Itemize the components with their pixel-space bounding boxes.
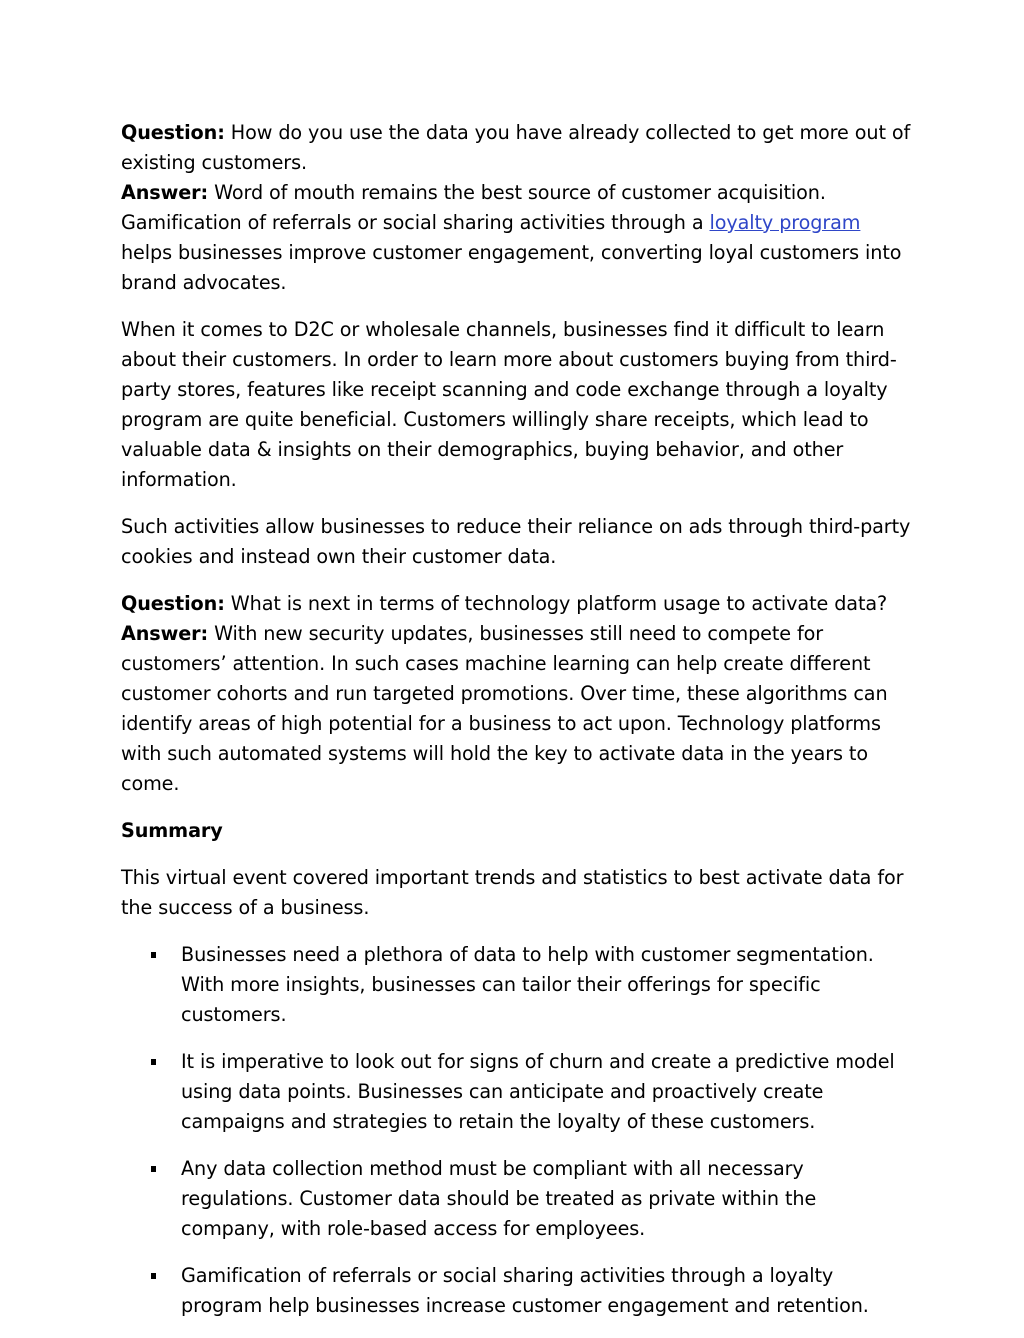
- question-text: What is next in terms of technology platform usage to activate data?: [224, 592, 888, 615]
- question-label: Question:: [121, 592, 225, 615]
- question-text: How do you use the data you have already collected to get more out of existing customers.: [121, 121, 911, 174]
- qa-block-1: [121, 118, 911, 298]
- list-item-text: Gamification of referrals or social sharing activities through a loyalty program help businesses increase customer engagement and retention.: [181, 1264, 869, 1317]
- summary-bullet-list: [121, 940, 911, 1321]
- answer-text-part-1: Word of mouth remains the best source of customer acquisition. Gamification of referrals or social sharing activities through a: [121, 181, 826, 234]
- list-item-text: Businesses need a plethora of data to help with customer segmentation. With more insights, businesses can tailor their offerings for specific customers.: [181, 943, 874, 1026]
- paragraph-cookies: Such activities allow businesses to reduce their reliance on ads through third-party cookies and instead own their customer data.: [121, 515, 911, 568]
- list-item: [121, 940, 911, 1030]
- answer-label: Answer:: [121, 181, 209, 204]
- square-bullet-icon: [151, 952, 156, 958]
- question-1: [121, 118, 911, 178]
- answer-label: Answer:: [121, 622, 209, 645]
- answer-text-part-2: helps businesses improve customer engagement, converting loyal customers into brand advocates.: [121, 241, 902, 294]
- list-item: [121, 1261, 911, 1321]
- answer-1: [121, 178, 911, 298]
- paragraph-d2c: When it comes to D2C or wholesale channels, businesses find it difficult to learn about their customers. In order to learn more about customers buying from third-party stores, features like receipt scanning and code exchange through a loyalty program are quite beneficial. Customers willingly share receipts, which lead to valuable data & insights on their demographics, buying behavior, and other information.: [121, 318, 897, 491]
- square-bullet-icon: [151, 1166, 156, 1172]
- loyalty-program-link[interactable]: loyalty program: [709, 211, 861, 234]
- answer-text: With new security updates, businesses still need to compete for customers’ attention. In such cases machine learning can help create different customer cohorts and run targeted promotions. Over time, these algorithms can identify areas of high potential for a business to act upon. Technology platforms with such automated systems will hold the key to activate data in the years to come.: [121, 622, 888, 795]
- list-item-text: Any data collection method must be compliant with all necessary regulations. Customer data should be treated as private within the company, with role-based access for employees.: [181, 1157, 817, 1240]
- question-label: Question:: [121, 121, 225, 144]
- question-2: [121, 589, 911, 619]
- document-page: [121, 118, 911, 1338]
- square-bullet-icon: [151, 1273, 156, 1279]
- list-item: [121, 1154, 911, 1244]
- summary-intro: This virtual event covered important trends and statistics to best activate data for the success of a business.: [121, 866, 904, 919]
- qa-block-2: [121, 589, 911, 799]
- summary-heading: Summary: [121, 819, 223, 842]
- answer-2: [121, 619, 911, 799]
- list-item-text: It is imperative to look out for signs of churn and create a predictive model using data points. Businesses can anticipate and proactively create campaigns and strategies to retain the loyalty of these customers.: [181, 1050, 895, 1133]
- list-item: [121, 1047, 911, 1137]
- square-bullet-icon: [151, 1059, 156, 1065]
